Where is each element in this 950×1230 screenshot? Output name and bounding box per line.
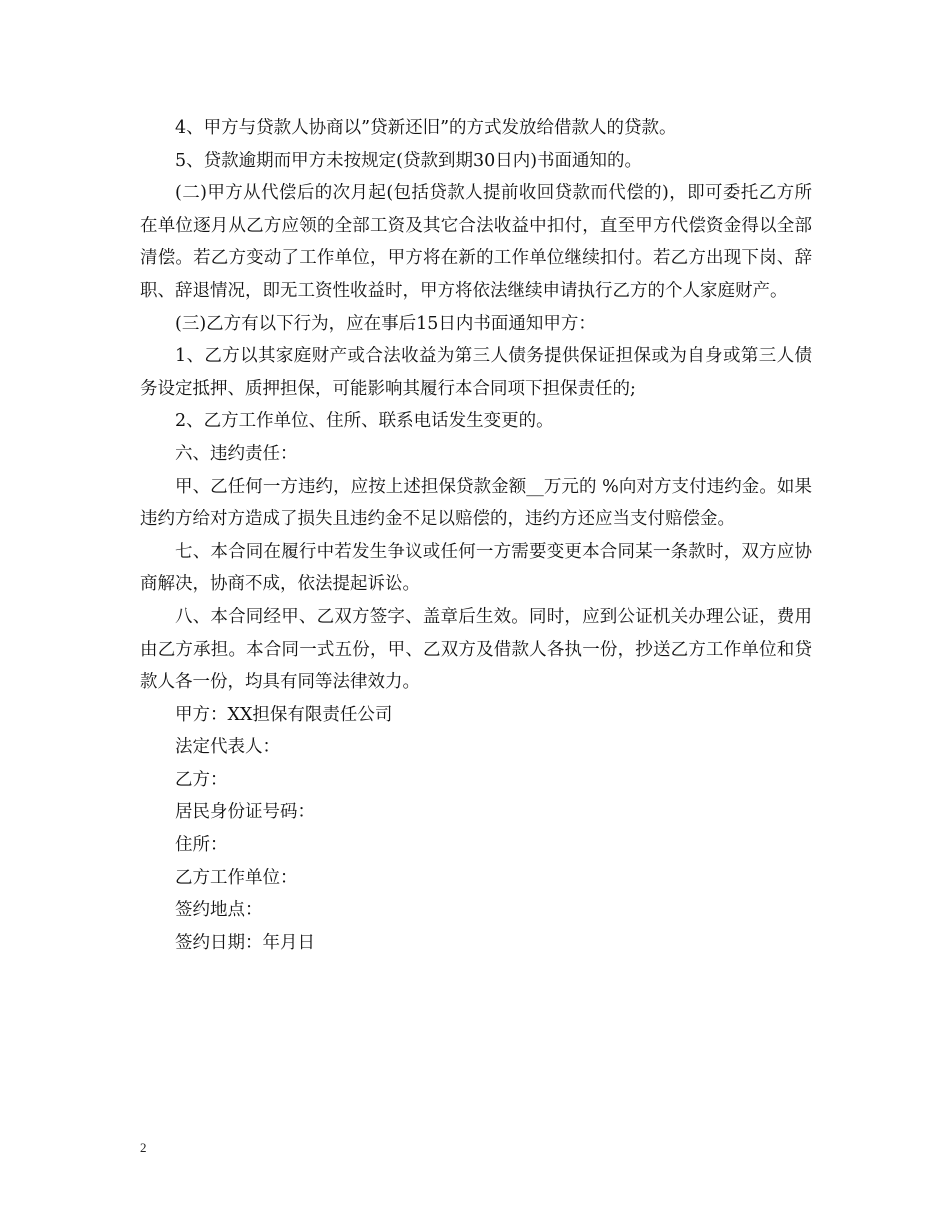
signature-legal-rep: 法定代表人：: [175, 737, 280, 758]
document-body: [140, 112, 812, 959]
signature-party-b: 乙方：: [175, 769, 228, 790]
paragraph-section-2: (二)甲方从代偿后的次月起(包括贷款人提前收回贷款而代偿的)，即可委托乙方所在单位逐月从乙方应领的全部工资及其它合法收益中扣付，直至甲方代偿资金得以全部清偿。若乙方变动了工作单位，甲方将在新的工作单位继续扣付。若乙方出现下岗、辞职、辞退情况，即无工资性收益时，甲方将依法继续申请执行乙方的个人家庭财产。: [140, 183, 812, 301]
signature-date: 签约日期：年月日: [175, 932, 315, 953]
paragraph-item-2: 2、乙方工作单位、住所、联系电话发生变更的。: [175, 411, 554, 432]
paragraph-clause-4: 4、甲方与贷款人协商以”贷新还旧”的方式发放给借款人的贷款。: [175, 118, 677, 138]
signature-location: 签约地点：: [175, 900, 263, 921]
paragraph-liability: 甲、乙任何一方违约，应按上述担保贷款金额__万元的 %向对方支付违约金。如果违约方给对方造成了损失且违约金不足以赔偿的，违约方还应当支付赔偿金。: [140, 476, 812, 530]
paragraph-effective: 八、本合同经甲、乙双方签字、盖章后生效。同时，应到公证机关办理公证，费用由乙方承担。本合同一式五份，甲、乙双方及借款人各执一份，抄送乙方工作单位和贷款人各一份，均具有同等法律效力。: [140, 606, 812, 693]
paragraph-section-3: (三)乙方有以下行为，应在事后15日内书面通知甲方：: [175, 313, 596, 334]
signature-party-a: 甲方：XX担保有限责任公司: [175, 704, 393, 725]
paragraph-dispute: 七、本合同在履行中若发生争议或任何一方需要变更本合同某一条款时，双方应协商解决，协商不成，依法提起诉讼。: [140, 541, 812, 595]
paragraph-item-1: 1、乙方以其家庭财产或合法收益为第三人债务提供保证担保或为自身或第三人债务设定抵押、质押担保，可能影响其履行本合同项下担保责任的;: [140, 346, 812, 399]
signature-address: 住所：: [175, 835, 228, 856]
signature-id-number: 居民身份证号码：: [175, 802, 315, 823]
page-number: 2: [140, 1140, 147, 1155]
heading-liability: 六、违约责任：: [175, 443, 298, 464]
paragraph-clause-5: 5、贷款逾期而甲方未按规定(贷款到期30日内)书面通知的。: [175, 150, 643, 171]
signature-workplace: 乙方工作单位：: [175, 867, 298, 888]
